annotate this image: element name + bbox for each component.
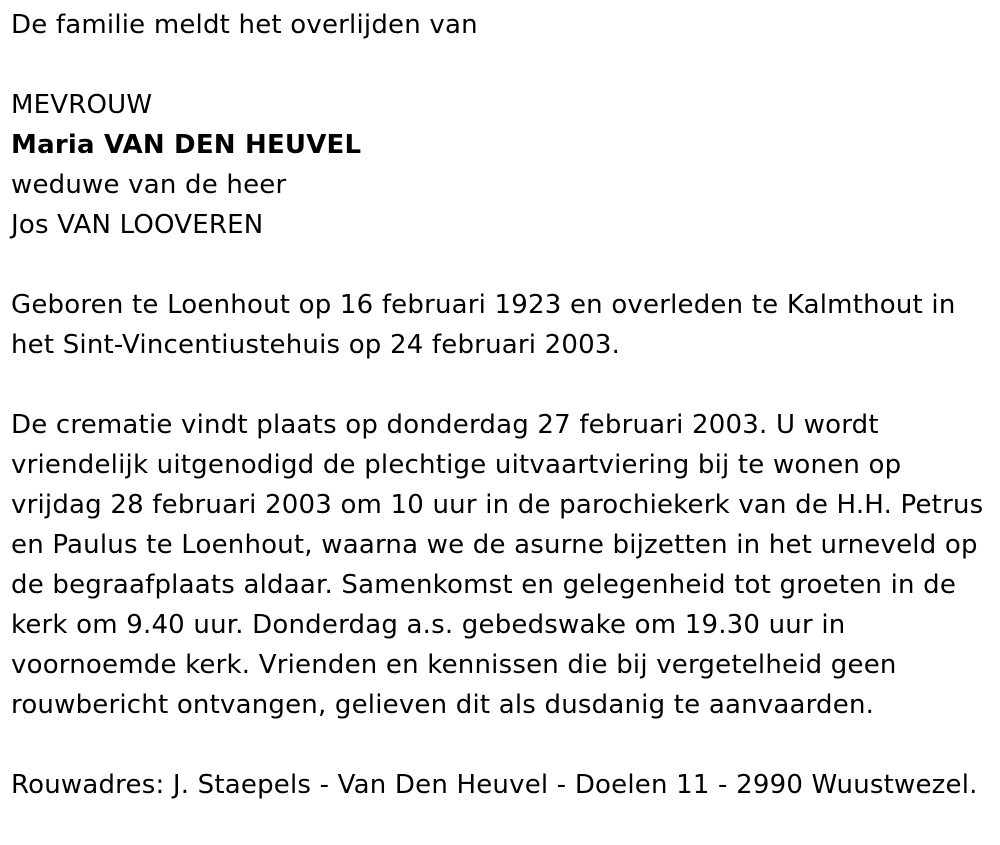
mourning-address: Rouwadres: J. Staepels - Van Den Heuvel - Doelen 11 - 2990 Wuustwezel. xyxy=(11,770,978,800)
death-notice xyxy=(11,5,991,805)
spacer xyxy=(11,365,991,405)
paragraph-line: en Paulus te Loenhout, waarna we de asurne bijzetten in het urneveld op xyxy=(11,530,978,560)
paragraph-line: De crematie vindt plaats op donderdag 27 februari 2003. U wordt xyxy=(11,410,879,440)
ceremony-paragraph xyxy=(11,405,991,725)
paragraph-line: vriendelijk uitgenodigd de plechtige uitvaartviering bij te wonen op xyxy=(11,450,902,480)
widow-of-text: weduwe van de heer xyxy=(11,170,287,200)
spacer xyxy=(11,245,991,285)
spouse-name: Jos VAN LOOVEREN xyxy=(11,210,264,240)
paragraph-line: het Sint-Vincentiustehuis op 24 februari 2003. xyxy=(11,330,621,360)
paragraph-line: Geboren te Loenhout op 16 februari 1923 en overleden te Kalmthout in xyxy=(11,290,956,320)
spacer xyxy=(11,45,991,85)
paragraph-line: voornoemde kerk. Vrienden en kennissen die bij vergetelheid geen xyxy=(11,650,897,680)
paragraph-line: de begraafplaats aldaar. Samenkomst en gelegenheid tot groeten in de xyxy=(11,570,957,600)
title-text: MEVROUW xyxy=(11,90,153,120)
paragraph-line: kerk om 9.40 uur. Donderdag a.s. gebedswake om 19.30 uur in xyxy=(11,610,846,640)
spacer xyxy=(11,725,991,765)
deceased-name: Maria VAN DEN HEUVEL xyxy=(11,130,362,160)
birth-death-paragraph xyxy=(11,285,991,365)
paragraph-line: vrijdag 28 februari 2003 om 10 uur in de parochiekerk van de H.H. Petrus xyxy=(11,490,984,520)
intro-text: De familie meldt het overlijden van xyxy=(11,10,478,40)
paragraph-line: rouwbericht ontvangen, gelieven dit als dusdanig te aanvaarden. xyxy=(11,690,875,720)
